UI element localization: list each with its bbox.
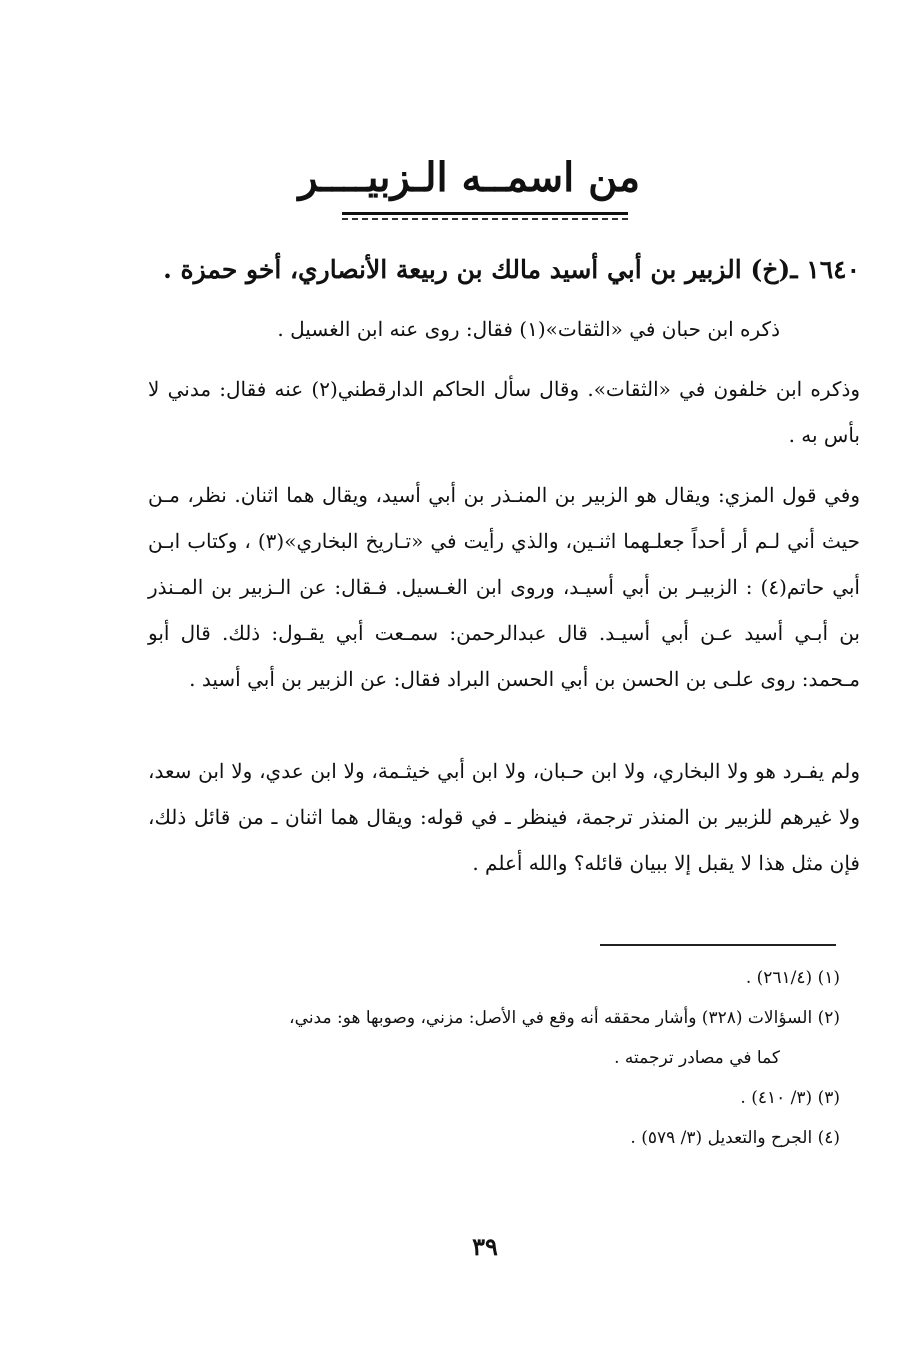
footnote-2: (٢) السؤالات (٣٢٨) وأشار محققه أنه وقع في الأصل: مزني، وصوبها هو: مدني،	[289, 1008, 840, 1028]
chapter-title: من اسمــه الـزبيــــر	[298, 154, 640, 201]
footnote-4: (٤) الجرح والتعديل (٣/ ٥٧٩) .	[630, 1128, 840, 1148]
footnote-1: (١) (٢٦١/٤) .	[745, 968, 840, 988]
entry-heading: ١٦٤٠ ـ(خ) الزبير بن أبي أسيد مالك بن ربيعة الأنصاري، أخو حمزة .	[163, 255, 860, 284]
paragraph-3: وفي قول المزي: ويقال هو الزبير بن المنـذر بن أبي أسيد، ويقال هما اثنان. نظر، مـن حيث أني لـم أر أحداً جعلـهما اثنـين، والذي رأيت في «تـاريخ البخاري»(٣) ، وكتاب ابـن أبي حاتم(٤) : الزبيـر بن أبي أسيـد، وروى ابن الغـسيل. فـقال: عن الـزبير بن المـنذر بن أبـي أسيد عـن أبي أسيـد. قال عبدالرحمن: سمـعت أبي يقـول: ذلك. قال أبو مـحمد: روى علـى بن الحسن بن أبي الحسن البراد فقال: عن الزبير بن أبي أسيد .	[148, 483, 860, 691]
footnote-separator	[600, 944, 836, 946]
footnote-3: (٣) (٣/ ٤١٠) .	[740, 1088, 840, 1108]
paragraph-4: ولم يفـرد هو ولا البخاري، ولا ابن حـبان، ولا ابن أبي خيثـمة، ولا ابن عدي، ولا ابن سعد، ولا غيرهم للزبير بن المنذر ترجمة، فينظر ـ في قوله: ويقال هما اثنان ـ من قائل ذلك، فإن مثل هذا لا يقبل إلا ببيان قائله؟ والله أعلم .	[148, 759, 860, 875]
paragraph-2: وذكره ابن خلفون في «الثقات». وقال سأل الحاكم الدارقطني(٢) عنه فقال: مدني لا بأس به .	[148, 377, 861, 447]
page-number: ٣٩	[472, 1232, 498, 1261]
paragraph-1: ذكره ابن حبان في «الثقات»(١) فقال: روى عنه ابن الغسيل .	[277, 317, 780, 341]
footnotes	[140, 958, 840, 1158]
footnote-2-continuation: كما في مصادر ترجمته .	[614, 1048, 780, 1068]
title-underline-dashed	[342, 218, 628, 220]
title-underline	[342, 212, 628, 215]
